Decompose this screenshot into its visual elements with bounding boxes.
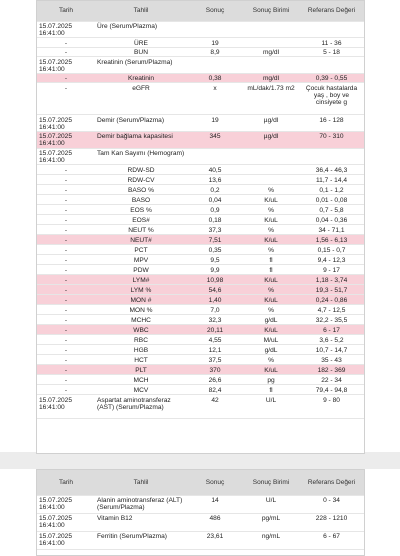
cell-date: - xyxy=(64,216,68,224)
cell-test: HGB xyxy=(133,346,149,354)
results-table-2 xyxy=(37,470,364,550)
table-row xyxy=(37,47,364,57)
cell-date: - xyxy=(64,346,68,354)
cell-reference: 79,4 - 94,8 xyxy=(315,386,348,394)
cell-result: 0,18 xyxy=(208,216,222,224)
cell-test: MCH xyxy=(133,376,149,384)
cell-unit: % xyxy=(268,246,274,254)
cell-test: Alanin aminotransferaz (ALT) (Serum/Plazma) xyxy=(97,497,183,511)
cell-result: 19 xyxy=(211,116,219,124)
cell-unit xyxy=(243,21,299,38)
cell-date: - xyxy=(64,39,68,47)
cell-test: RDW-CV xyxy=(127,176,155,184)
header-result: Sonuç xyxy=(187,470,243,495)
table-row xyxy=(37,131,364,148)
cell-reference: 9,4 - 12,3 xyxy=(317,256,346,264)
cell-date: - xyxy=(64,246,68,254)
cell-result: 37,5 xyxy=(208,356,222,364)
cell-date: - xyxy=(37,275,95,285)
cell-result: 370 xyxy=(187,365,243,375)
cell-reference: 11 - 36 xyxy=(321,39,342,47)
cell-result: 7,0 xyxy=(210,306,220,314)
cell-unit: K/uL xyxy=(243,365,299,375)
cell-result: 1,40 xyxy=(187,295,243,305)
cell-result: 82,4 xyxy=(208,386,222,394)
table-row xyxy=(37,295,364,305)
table-row xyxy=(37,245,364,255)
cell-unit: g/dL xyxy=(264,346,278,354)
table-row xyxy=(37,395,364,419)
cell-reference: 1,56 - 6,13 xyxy=(299,235,364,245)
cell-unit: mg/dl xyxy=(243,73,299,83)
cell-unit: mg/dl xyxy=(262,49,280,56)
cell-test: Aspartat aminotransferaz (AST) (Serum/Plazma) xyxy=(97,396,171,411)
cell-unit: µg/dl xyxy=(243,131,299,148)
cell-unit: % xyxy=(268,206,274,214)
cell-unit: fl xyxy=(269,256,273,264)
cell-reference: 4,7 - 12,5 xyxy=(317,306,346,314)
cell-unit: K/uL xyxy=(264,196,278,204)
header-reference: Referans Değeri xyxy=(299,1,364,21)
cell-date: - xyxy=(64,206,68,214)
header-date: Tarih xyxy=(37,1,95,21)
cell-test: PLT xyxy=(95,365,187,375)
cell-test: Demir (Serum/Plazma) xyxy=(97,116,165,124)
header-test: Tahlil xyxy=(95,470,187,495)
cell-result: 0,2 xyxy=(210,186,220,194)
cell-result: 10,98 xyxy=(187,275,243,285)
cell-reference: 0,7 - 5,8 xyxy=(319,206,344,214)
cell-result: 40,5 xyxy=(208,166,222,174)
cell-test: BASO xyxy=(131,196,151,204)
cell-test: MCHC xyxy=(131,316,151,324)
table-row xyxy=(37,115,364,132)
cell-test: EOS % xyxy=(130,206,152,214)
cell-result: 42 xyxy=(211,396,219,404)
cell-reference: 1,18 - 3,74 xyxy=(299,275,364,285)
cell-result: 0,35 xyxy=(208,246,222,254)
cell-test: Demir bağlama kapasitesi xyxy=(95,131,187,148)
cell-unit: K/uL xyxy=(264,216,278,224)
cell-result: 19 xyxy=(211,39,219,47)
cell-reference: 9 - 80 xyxy=(323,396,340,404)
cell-unit: pg xyxy=(267,376,275,384)
cell-result: 345 xyxy=(187,131,243,148)
cell-date: 15.07.2025 16:41:00 xyxy=(39,23,73,37)
cell-reference: 0,24 - 0,86 xyxy=(299,295,364,305)
table-row xyxy=(37,38,364,48)
cell-reference xyxy=(299,148,364,165)
cell-result: 7,51 xyxy=(187,235,243,245)
table-row xyxy=(37,235,364,245)
cell-date: 15.07.2025 16:41:00 xyxy=(37,131,95,148)
cell-result: 0,9 xyxy=(210,206,220,214)
cell-date: - xyxy=(64,386,68,394)
cell-test: WBC xyxy=(95,325,187,335)
table-row xyxy=(37,365,364,375)
cell-reference: 10,7 - 14,7 xyxy=(315,346,348,354)
cell-result: 37,3 xyxy=(208,226,222,234)
table-row xyxy=(37,175,364,185)
cell-reference: 182 - 369 xyxy=(299,365,364,375)
cell-reference: 32,2 - 35,5 xyxy=(315,316,348,324)
cell-date: 15.07.2025 16:41:00 xyxy=(39,58,73,73)
cell-test: PDW xyxy=(133,266,149,274)
header-unit: Sonuç Birimi xyxy=(243,470,299,495)
cell-date: 15.07.2025 16:41:00 xyxy=(39,116,73,131)
cell-result: 32,3 xyxy=(208,316,222,324)
cell-result: x xyxy=(213,84,217,92)
table-row xyxy=(37,215,364,225)
cell-result: 20,11 xyxy=(187,325,243,335)
cell-unit: % xyxy=(268,356,274,364)
cell-test: ÜRE xyxy=(134,39,148,47)
cell-reference: 5 - 18 xyxy=(323,49,340,56)
table-row xyxy=(37,385,364,395)
table-row xyxy=(37,345,364,355)
cell-reference xyxy=(299,57,364,74)
cell-reference: 0,01 - 0,08 xyxy=(315,196,348,204)
cell-date: - xyxy=(64,84,68,92)
cell-unit: % xyxy=(268,226,274,234)
cell-date: - xyxy=(64,356,68,364)
cell-test: NEUT# xyxy=(95,235,187,245)
cell-result: 54,6 xyxy=(187,285,243,295)
cell-result xyxy=(187,57,243,74)
cell-unit: fl xyxy=(269,386,273,394)
table-row xyxy=(37,355,364,365)
cell-date: - xyxy=(64,256,68,264)
cell-unit: K/uL xyxy=(243,295,299,305)
cell-test: RDW-SD xyxy=(127,166,155,174)
cell-unit: K/uL xyxy=(243,275,299,285)
cell-reference: 0,15 - 0,7 xyxy=(317,246,346,254)
cell-result: 9,5 xyxy=(210,256,220,264)
cell-reference: 0,39 - 0,55 xyxy=(299,73,364,83)
cell-result: 23,61 xyxy=(206,533,224,540)
cell-reference: 6 - 17 xyxy=(299,325,364,335)
cell-date: - xyxy=(64,306,68,314)
cell-date: - xyxy=(64,49,68,56)
table-row xyxy=(37,495,364,513)
cell-unit: ng/mL xyxy=(261,533,281,540)
table-row xyxy=(37,73,364,83)
cell-reference: 11,7 - 14,4 xyxy=(315,176,348,184)
cell-test: LYM % xyxy=(95,285,187,295)
cell-result: 12,1 xyxy=(208,346,222,354)
cell-reference: 16 - 128 xyxy=(319,116,344,124)
cell-test: Kreatinin xyxy=(95,73,187,83)
cell-unit xyxy=(243,38,299,48)
cell-result: 13,6 xyxy=(208,176,222,184)
cell-date: - xyxy=(37,365,95,375)
cell-test: PCT xyxy=(134,246,148,254)
table-row xyxy=(37,265,364,275)
table-row xyxy=(37,325,364,335)
table-row xyxy=(37,185,364,195)
cell-reference: 36,4 - 46,3 xyxy=(315,166,348,174)
cell-date: - xyxy=(64,176,68,184)
cell-result: 4,55 xyxy=(208,336,222,344)
cell-result: 0,04 xyxy=(208,196,222,204)
cell-unit: U/L xyxy=(265,396,277,404)
cell-result: 8,9 xyxy=(210,49,220,56)
table-row xyxy=(37,335,364,345)
cell-date: 15.07.2025 16:41:00 xyxy=(39,150,73,164)
cell-reference: 3,6 - 5,2 xyxy=(319,336,344,344)
cell-reference xyxy=(299,21,364,38)
cell-reference: 6 - 67 xyxy=(323,533,340,540)
cell-reference: 228 - 1210 xyxy=(315,515,348,522)
cell-unit: mL/dak/1.73 m2 xyxy=(247,84,295,92)
table-row xyxy=(37,21,364,38)
cell-reference: Çocuk hastalarda yaş , boy ve cinsiyete g xyxy=(305,84,358,106)
cell-test: EOS# xyxy=(132,216,150,224)
cell-date: - xyxy=(37,295,95,305)
cell-test: RBC xyxy=(134,336,148,344)
cell-test: LYM# xyxy=(95,275,187,285)
table-row xyxy=(37,205,364,215)
cell-test: MCV xyxy=(133,386,149,394)
cell-date: - xyxy=(37,325,95,335)
table-row xyxy=(37,315,364,325)
header-test: Tahlil xyxy=(95,1,187,21)
cell-test: MON # xyxy=(95,295,187,305)
cell-date: 15.07.2025 16:41:00 xyxy=(39,497,73,511)
cell-date: - xyxy=(64,266,68,274)
cell-reference: 22 - 34 xyxy=(321,376,342,384)
cell-result xyxy=(187,21,243,38)
table-row xyxy=(37,531,364,549)
table-row xyxy=(37,513,364,531)
cell-test: eGFR xyxy=(132,84,150,92)
cell-unit xyxy=(243,57,299,74)
cell-result: 486 xyxy=(209,515,221,522)
table-row xyxy=(37,375,364,385)
cell-unit: fl xyxy=(269,266,273,274)
cell-test: Üre (Serum/Plazma) xyxy=(97,23,158,30)
cell-date: 15.07.2025 16:41:00 xyxy=(39,396,73,411)
cell-test: BUN xyxy=(134,49,148,56)
table-row xyxy=(37,195,364,205)
header-result: Sonuç xyxy=(187,1,243,21)
header-unit: Sonuç Birimi xyxy=(243,1,299,21)
cell-reference: 35 - 43 xyxy=(321,356,342,364)
cell-date: - xyxy=(64,336,68,344)
header-date: Tarih xyxy=(37,470,95,495)
results-table-card-2 xyxy=(36,469,365,556)
cell-unit: % xyxy=(268,186,274,194)
cell-date: - xyxy=(64,196,68,204)
cell-unit: pg/mL xyxy=(261,515,281,522)
table-row xyxy=(37,285,364,295)
header-reference: Referans Değeri xyxy=(299,470,364,495)
cell-date: - xyxy=(64,376,68,384)
table-row xyxy=(37,305,364,315)
cell-unit xyxy=(243,148,299,165)
cell-result: 0,38 xyxy=(187,73,243,83)
cell-unit: % xyxy=(268,306,274,314)
cell-unit: K/uL xyxy=(243,325,299,335)
cell-date: - xyxy=(64,316,68,324)
cell-reference: 0,1 - 1,2 xyxy=(319,186,344,194)
cell-date: - xyxy=(64,186,68,194)
cell-date: - xyxy=(64,226,68,234)
table-row xyxy=(37,165,364,175)
table-row xyxy=(37,83,364,115)
cell-test: Tam Kan Sayımı (Hemogram) xyxy=(97,150,185,157)
cell-test: BASO % xyxy=(127,186,155,194)
cell-result: 9,9 xyxy=(210,266,220,274)
results-table-card xyxy=(36,0,365,454)
cell-unit: % xyxy=(243,285,299,295)
cell-result xyxy=(187,148,243,165)
cell-reference: 0 - 34 xyxy=(323,497,340,504)
cell-reference: 34 - 71,1 xyxy=(318,226,345,234)
cell-date: - xyxy=(37,73,95,83)
cell-date: 15.07.2025 16:41:00 xyxy=(39,515,73,529)
page-separator xyxy=(0,452,400,469)
cell-result: 14 xyxy=(211,497,219,504)
cell-date: 15.07.2025 16:41:00 xyxy=(39,533,73,547)
cell-unit: g/dL xyxy=(264,316,278,324)
cell-unit xyxy=(243,175,299,185)
cell-result: 26,6 xyxy=(208,376,222,384)
table-row xyxy=(37,225,364,235)
cell-test: HCT xyxy=(134,356,148,364)
cell-date: - xyxy=(37,235,95,245)
cell-unit: µg/dl xyxy=(263,116,279,124)
cell-unit xyxy=(243,165,299,175)
cell-date: - xyxy=(64,166,68,174)
cell-unit: U/L xyxy=(265,497,277,504)
cell-reference: 9 - 17 xyxy=(323,266,340,274)
table-row xyxy=(37,57,364,74)
cell-reference: 19,3 - 51,7 xyxy=(299,285,364,295)
table-row xyxy=(37,255,364,265)
cell-date: - xyxy=(37,285,95,295)
cell-test: Vitamin B12 xyxy=(97,515,133,522)
cell-unit: K/uL xyxy=(243,235,299,245)
table-row xyxy=(37,148,364,165)
cell-reference: 0,04 - 0,36 xyxy=(315,216,348,224)
cell-test: Ferritin (Serum/Plazma) xyxy=(97,533,167,540)
cell-test: NEUT % xyxy=(128,226,154,234)
table-row xyxy=(37,275,364,285)
cell-test: Kreatinin (Serum/Plazma) xyxy=(97,58,173,66)
results-table xyxy=(37,1,364,419)
cell-test: MPV xyxy=(133,256,149,264)
cell-reference: 70 - 310 xyxy=(299,131,364,148)
cell-unit: M/uL xyxy=(263,336,279,344)
cell-test: MON % xyxy=(129,306,153,314)
